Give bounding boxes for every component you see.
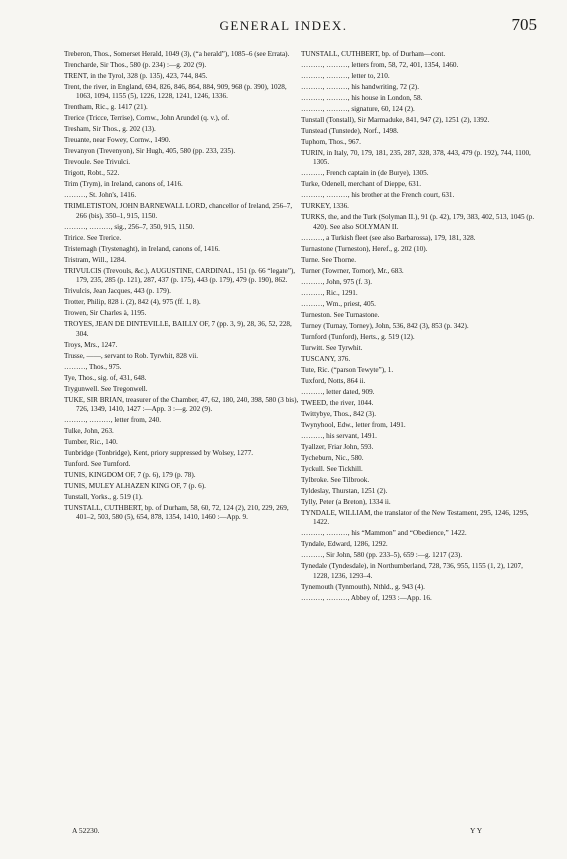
- index-entry: Tylly, Peter (a Breton), 1334 ii.: [301, 497, 391, 506]
- index-entry: Treberon, Thos., Somerset Herald, 1049 (3), (“a herald”), 1085–6 (see Errata).: [64, 50, 290, 58]
- index-entry: Tyallzer, Friar John, 593.: [301, 442, 374, 451]
- index-entry: Turke, Odenell, merchant of Dieppe, 631.: [301, 180, 422, 189]
- index-entry: ………, ………, letter from, 240.: [64, 416, 162, 425]
- index-column-left: [64, 50, 300, 524]
- index-entry: Turneston. See Turnastone.: [301, 310, 380, 319]
- index-entry: Tunstall (Tonstall), Sir Marmaduke, 841, 947 (2), 1251 (2), 1392.: [301, 116, 490, 124]
- index-entry: ………, John, 975 (f. 3).: [301, 277, 373, 286]
- index-column-right: [301, 50, 537, 605]
- index-entry: Tunford. See Turnford.: [64, 460, 131, 469]
- index-entry: Twynyhool, Edw., letter from, 1491.: [301, 420, 406, 429]
- index-entry: Tuphom, Thos., 967.: [301, 138, 361, 146]
- index-entry: TUSCANY, 376.: [301, 354, 351, 363]
- index-entry: Turne. See Thorne.: [301, 255, 357, 264]
- index-entry: ………, ………, Abbey of, 1293 :—App. 16.: [301, 593, 432, 602]
- index-entry: Trigott, Robt., 522.: [64, 169, 120, 178]
- index-entry: Tristram, Will., 1284.: [64, 255, 127, 264]
- index-entry: Treuante, near Fowey, Cornw., 1490.: [64, 136, 171, 145]
- index-entry: ………, ………, sig., 256–7, 350, 915, 1150.: [64, 222, 195, 231]
- index-entry: ………, ………, letters from, 58, 72, 401, 1354, 1460.: [301, 61, 459, 69]
- index-entry: Troys, Mrs., 1247.: [64, 340, 118, 349]
- index-entry: ………, Ric., 1291.: [301, 288, 358, 297]
- index-entry: TUNSTALL, CUTHBERT, bp. of Durham, 58, 60, 72, 124 (2), 210, 229, 269, 401–2, 503, 580 (5), 654, 878, 1354, 1410, 1460 :—App. 9.: [64, 504, 289, 522]
- index-entry: ………, ………, his brother at the French court, 631.: [301, 191, 455, 200]
- page-number: 705: [511, 15, 537, 34]
- index-entry: Tye, Thos., sig. of, 431, 648.: [64, 373, 147, 382]
- index-entry: Tristernagh (Trystenaght), in Ireland, canons of, 1416.: [64, 244, 220, 253]
- index-entry: Tute, Ric. (“parson Tewyte”), 1.: [301, 365, 394, 374]
- index-entry: ………, Sir John, 580 (pp. 233–5), 659 :—g. 1217 (23).: [301, 551, 463, 560]
- index-entry: Turney (Turnay, Torney), John, 536, 842 (3), 853 (p. 342).: [301, 321, 469, 330]
- index-entry: TUNIS, KINGDOM OF, 7 (p. 6), 179 (p. 78).: [64, 471, 196, 480]
- index-entry: Tynemouth (Tynmouth), Nthld., g. 943 (4).: [301, 582, 425, 591]
- index-entry: Trerice (Tricce, Terrise), Cornw., John Arundel (q. v.), of.: [64, 114, 230, 123]
- index-entry: TROYES, JEAN DE DINTEVILLE, BAILLY OF, 7 (pp. 3, 9), 28, 36, 52, 228, 304.: [64, 320, 292, 338]
- index-entry: TURIN, in Italy, 70, 179, 181, 235, 287, 328, 378, 443, 479 (p. 192), 744, 1100, 1305.: [301, 149, 531, 167]
- index-entry: Trent, the river, in England, 694, 826, 846, 864, 884, 909, 968 (p. 390), 1028, 1063, 1094, 1155 (5), 1226, 1228, 1241, 1246, 1336.: [64, 83, 287, 101]
- running-title: GENERAL INDEX.: [219, 18, 348, 33]
- index-entry: Trowen, Sir Charles à, 1195.: [64, 309, 147, 318]
- index-entry: Trivulcis, Jean Jacques, 443 (p. 179).: [64, 287, 171, 296]
- index-entry: ………, St. John's, 1416.: [64, 191, 137, 200]
- index-entry: TUKE, SIR BRIAN, treasurer of the Chamber, 47, 62, 180, 240, 398, 580 (3 bis), 726, 1349, 1410, 1427 :—App. 3 :—g. 202 (9).: [64, 395, 299, 414]
- index-entry: Tulke, John, 263.: [64, 427, 114, 436]
- index-entry: ………, ………, letter to, 210.: [301, 72, 390, 80]
- index-entry: Turner (Towrner, Tornor), Mr., 683.: [301, 266, 404, 275]
- index-entry: Tririce. See Trerice.: [64, 233, 122, 242]
- index-entry: Tuxford, Notts, 864 ii.: [301, 376, 366, 385]
- index-entry: ………, ………, his handwriting, 72 (2).: [301, 83, 419, 91]
- index-entry: Tycheburn, Nic., 580.: [301, 453, 364, 462]
- page-header: [0, 15, 567, 38]
- index-entry: Tumber, Ric., 140.: [64, 438, 118, 447]
- index-entry: Turnford (Tunford), Herts., g. 519 (12).: [301, 332, 415, 341]
- index-entry: ………, ………, signature, 60, 124 (2).: [301, 105, 415, 113]
- index-entry: Turwitt. See Tyrwhit.: [301, 343, 363, 352]
- index-entry: Tunbridge (Tonbridge), Kent, priory suppressed by Wolsey, 1277.: [64, 449, 254, 458]
- gathering-mark: Y Y: [470, 826, 483, 835]
- index-entry: ………, his servant, 1491.: [301, 431, 377, 440]
- index-entry: Tunstead (Tunstede), Norf., 1498.: [301, 127, 399, 135]
- index-entry: TRENT, in the Tyrol, 328 (p. 135), 423, 744, 845.: [64, 72, 208, 80]
- index-entry: Tyndale, Edward, 1286, 1292.: [301, 540, 388, 549]
- index-entry: Trentham, Ric., g. 1417 (21).: [64, 103, 148, 112]
- index-entry: ………, a Turkish fleet (see also Barbarossa), 179, 181, 328.: [301, 233, 476, 242]
- index-entry: Trygunwell. See Tregonwell.: [64, 384, 148, 393]
- index-entry: Tylbroke. See Tilbrook.: [301, 475, 370, 484]
- index-entry: TURKEY, 1336.: [301, 202, 349, 211]
- index-entry: Turnastone (Turneston), Heref., g. 202 (10).: [301, 244, 428, 253]
- index-entry: Trotter, Philip, 828 i. (2), 842 (4), 975 (ff. 1, 8).: [64, 298, 201, 307]
- index-entry: ………, Wm., priest, 405.: [301, 299, 376, 308]
- page-footer: [0, 826, 567, 840]
- index-entry: Trevanyon (Trevenyon), Sir Hugh, 405, 580 (pp. 233, 235).: [64, 147, 236, 156]
- index-entry: Tyckull. See Tickhill.: [301, 464, 363, 473]
- index-entry: TUNSTALL, CUTHBERT, bp. of Durham—cont.: [301, 50, 446, 58]
- index-entry: TRIMLETISTON, JOHN BARNEWALL LORD, chancellor of Ireland, 256–7, 266 (bis), 350–1, 915, 1150.: [64, 202, 293, 220]
- index-entry: ………, Thos., 975.: [64, 362, 122, 371]
- index-entry: ………, French captain in (de Burye), 1305.: [301, 169, 429, 178]
- index-entry: Trencharde, Sir Thos., 580 (p. 234) :—g. 202 (9).: [64, 61, 207, 69]
- index-entry: Tynedale (Tyndesdale), in Northumberland, 728, 736, 955, 1155 (1, 2), 1207, 1228, 1236, 1293–4.: [301, 562, 523, 580]
- index-entry: ………, ………, his house in London, 58.: [301, 94, 423, 102]
- index-entry: Trusse, ——, servant to Rob. Tyrwhit, 828 vii.: [64, 351, 199, 360]
- index-entry: Twittybye, Thos., 842 (3).: [301, 409, 377, 418]
- index-entry: TUNIS, MULEY ALHAZEN KING OF, 7 (p. 6).: [64, 482, 206, 491]
- index-entry: Trevoule. See Trivulci.: [64, 158, 131, 167]
- index-entry: ………, ………, his “Mammon” and “Obedience,” 1422.: [301, 529, 467, 538]
- index-entry: ………, letter dated, 909.: [301, 387, 375, 396]
- index-entry: TRIVULCIS (Trevouls, &c.), AUGUSTINE, CARDINAL, 151 (p. 66 “legate”), 179, 235, 285 (p. 121), 287, 437 (p. 175), 443 (p. 179), 479 (p. 190), 862.: [64, 266, 296, 285]
- index-entry: TURKS, the, and the Turk (Solyman II.), 91 (p. 42), 179, 383, 402, 513, 1045 (p. 420). See also SOLYMAN II.: [301, 213, 535, 231]
- index-entry: TYNDALE, WILLIAM, the translator of the New Testament, 295, 1246, 1295, 1422.: [301, 508, 529, 527]
- signature-mark: A 52230.: [72, 826, 100, 835]
- index-entry: TWEED, the river, 1044.: [301, 398, 374, 407]
- index-entry: Tunstall, Yorks., g. 519 (1).: [64, 493, 143, 502]
- index-entry: Tresham, Sir Thos., g. 202 (13).: [64, 125, 156, 134]
- index-entry: Trim (Trym), in Ireland, canons of, 1416.: [64, 180, 183, 189]
- index-entry: Tyldeslay, Thurstan, 1251 (2).: [301, 486, 388, 495]
